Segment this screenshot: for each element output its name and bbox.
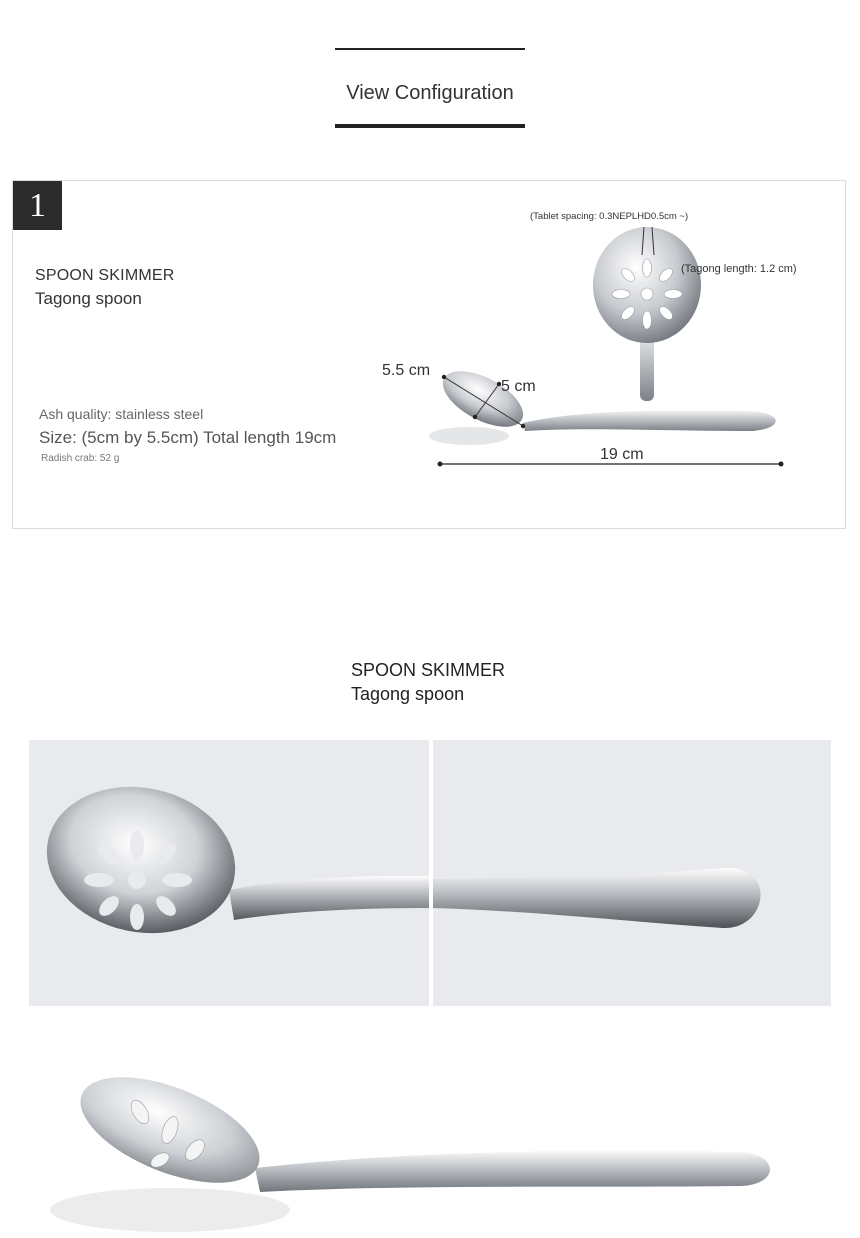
total-length-label: 19 cm	[600, 446, 644, 463]
product-subname: Tagong spoon	[351, 684, 465, 704]
spoon-top-view	[593, 227, 701, 401]
spec-card	[12, 180, 846, 529]
section-title: View Configuration	[346, 82, 514, 104]
card-product-name: SPOON SKIMMER	[35, 267, 175, 284]
spec-weight: Radish crab: 52 g	[41, 453, 120, 464]
header-top-rule	[335, 48, 525, 50]
spec-size: Size: (5cm by 5.5cm) Total length 19cm	[39, 428, 337, 447]
hole-spacing-label: (Tablet spacing: 0.3NEPLHD0.5cm ~)	[530, 211, 689, 222]
spoon-side-handle	[523, 410, 776, 431]
spoon-dimension-diagram	[13, 181, 847, 530]
hole-length-label: (Tagong length: 1.2 cm)	[681, 263, 797, 275]
spoon-top-holes	[612, 259, 682, 329]
spoon-side-view	[429, 360, 776, 445]
spoon-side-bowl	[434, 360, 531, 438]
spoon-bowl-photo	[29, 740, 429, 1006]
bowl-length-label: 5.5 cm	[382, 362, 431, 379]
spec-material: Ash quality: stainless steel	[39, 406, 204, 422]
card-product-subname: Tagong spoon	[35, 289, 142, 308]
spoon-side-photo	[20, 1040, 840, 1238]
step-number-badge: 1	[13, 181, 62, 230]
product-name: SPOON SKIMMER	[351, 660, 506, 680]
header-bottom-rule	[335, 124, 525, 128]
spoon-handle-photo	[433, 740, 831, 1006]
bowl-width-label: 5 cm	[501, 378, 536, 395]
